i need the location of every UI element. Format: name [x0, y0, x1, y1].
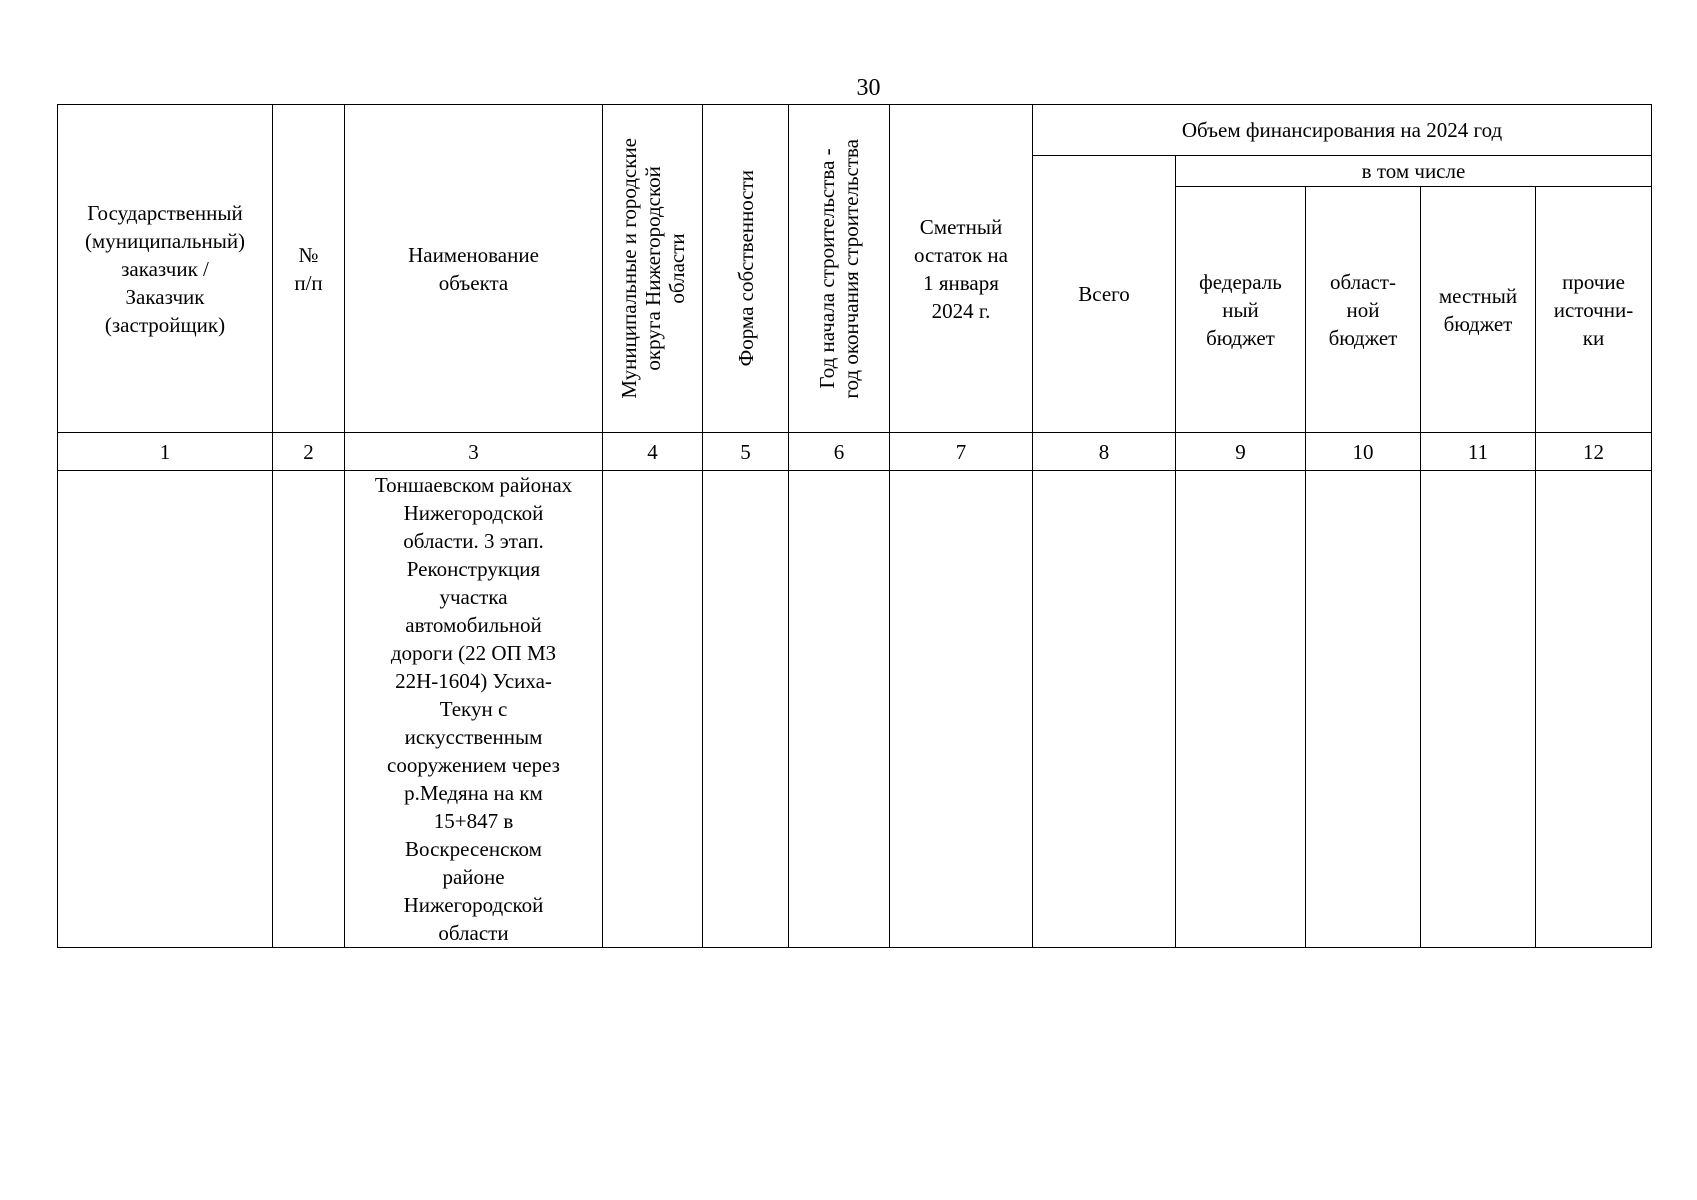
table-row [58, 471, 1652, 948]
cell-ownership [703, 471, 789, 948]
header-object-name: Наименование объекта [345, 105, 603, 433]
header-regional-budget: област- ной бюджет [1306, 187, 1421, 433]
header-federal-budget: федераль ный бюджет [1176, 187, 1306, 433]
header-customer: Государственный (муниципальный) заказчик / Заказчик (застройщик) [58, 105, 273, 433]
header-construction-years: Год начала строительства - год окончания строительства [789, 105, 890, 433]
cell-federal [1176, 471, 1306, 948]
page-number: 30 [856, 75, 881, 101]
header-other-sources: прочие источни- ки [1536, 187, 1652, 433]
header-financing-title: Объем финансирования на 2024 год [1033, 105, 1652, 156]
column-number: 6 [789, 433, 890, 471]
column-number: 2 [273, 433, 345, 471]
header-number: № п/п [273, 105, 345, 433]
cell-number [273, 471, 345, 948]
column-number: 4 [603, 433, 703, 471]
cell-regional [1306, 471, 1421, 948]
cell-municipal [603, 471, 703, 948]
column-number: 7 [890, 433, 1033, 471]
column-number-row [58, 433, 1652, 471]
column-number: 3 [345, 433, 603, 471]
header-including: в том числе [1176, 156, 1652, 187]
cell-total [1033, 471, 1176, 948]
cell-estimate [890, 471, 1033, 948]
header-local-budget: местный бюджет [1421, 187, 1536, 433]
header-total: Всего [1033, 156, 1176, 433]
column-number: 9 [1176, 433, 1306, 471]
header-municipal-districts: Муниципальные и городские округа Нижегородской области [603, 105, 703, 433]
cell-object-name: Тоншаевском районах Нижегородской области. 3 этап. Реконструкция участка автомобильной дороги (22 ОП МЗ 22Н-1604) Усиха- Текун с искусственным сооружением через р.Медяна на км 15+847 в Воскресенском районе Нижегородской области [345, 471, 603, 948]
cell-other [1536, 471, 1652, 948]
column-number: 1 [58, 433, 273, 471]
cell-customer [58, 471, 273, 948]
header-estimate-balance: Сметный остаток на 1 января 2024 г. [890, 105, 1033, 433]
cell-local [1421, 471, 1536, 948]
column-number: 8 [1033, 433, 1176, 471]
header-ownership-form: Форма собственности [703, 105, 789, 433]
column-number: 5 [703, 433, 789, 471]
financing-table [57, 104, 1652, 948]
cell-years [789, 471, 890, 948]
column-number: 11 [1421, 433, 1536, 471]
column-number: 12 [1536, 433, 1652, 471]
column-number: 10 [1306, 433, 1421, 471]
